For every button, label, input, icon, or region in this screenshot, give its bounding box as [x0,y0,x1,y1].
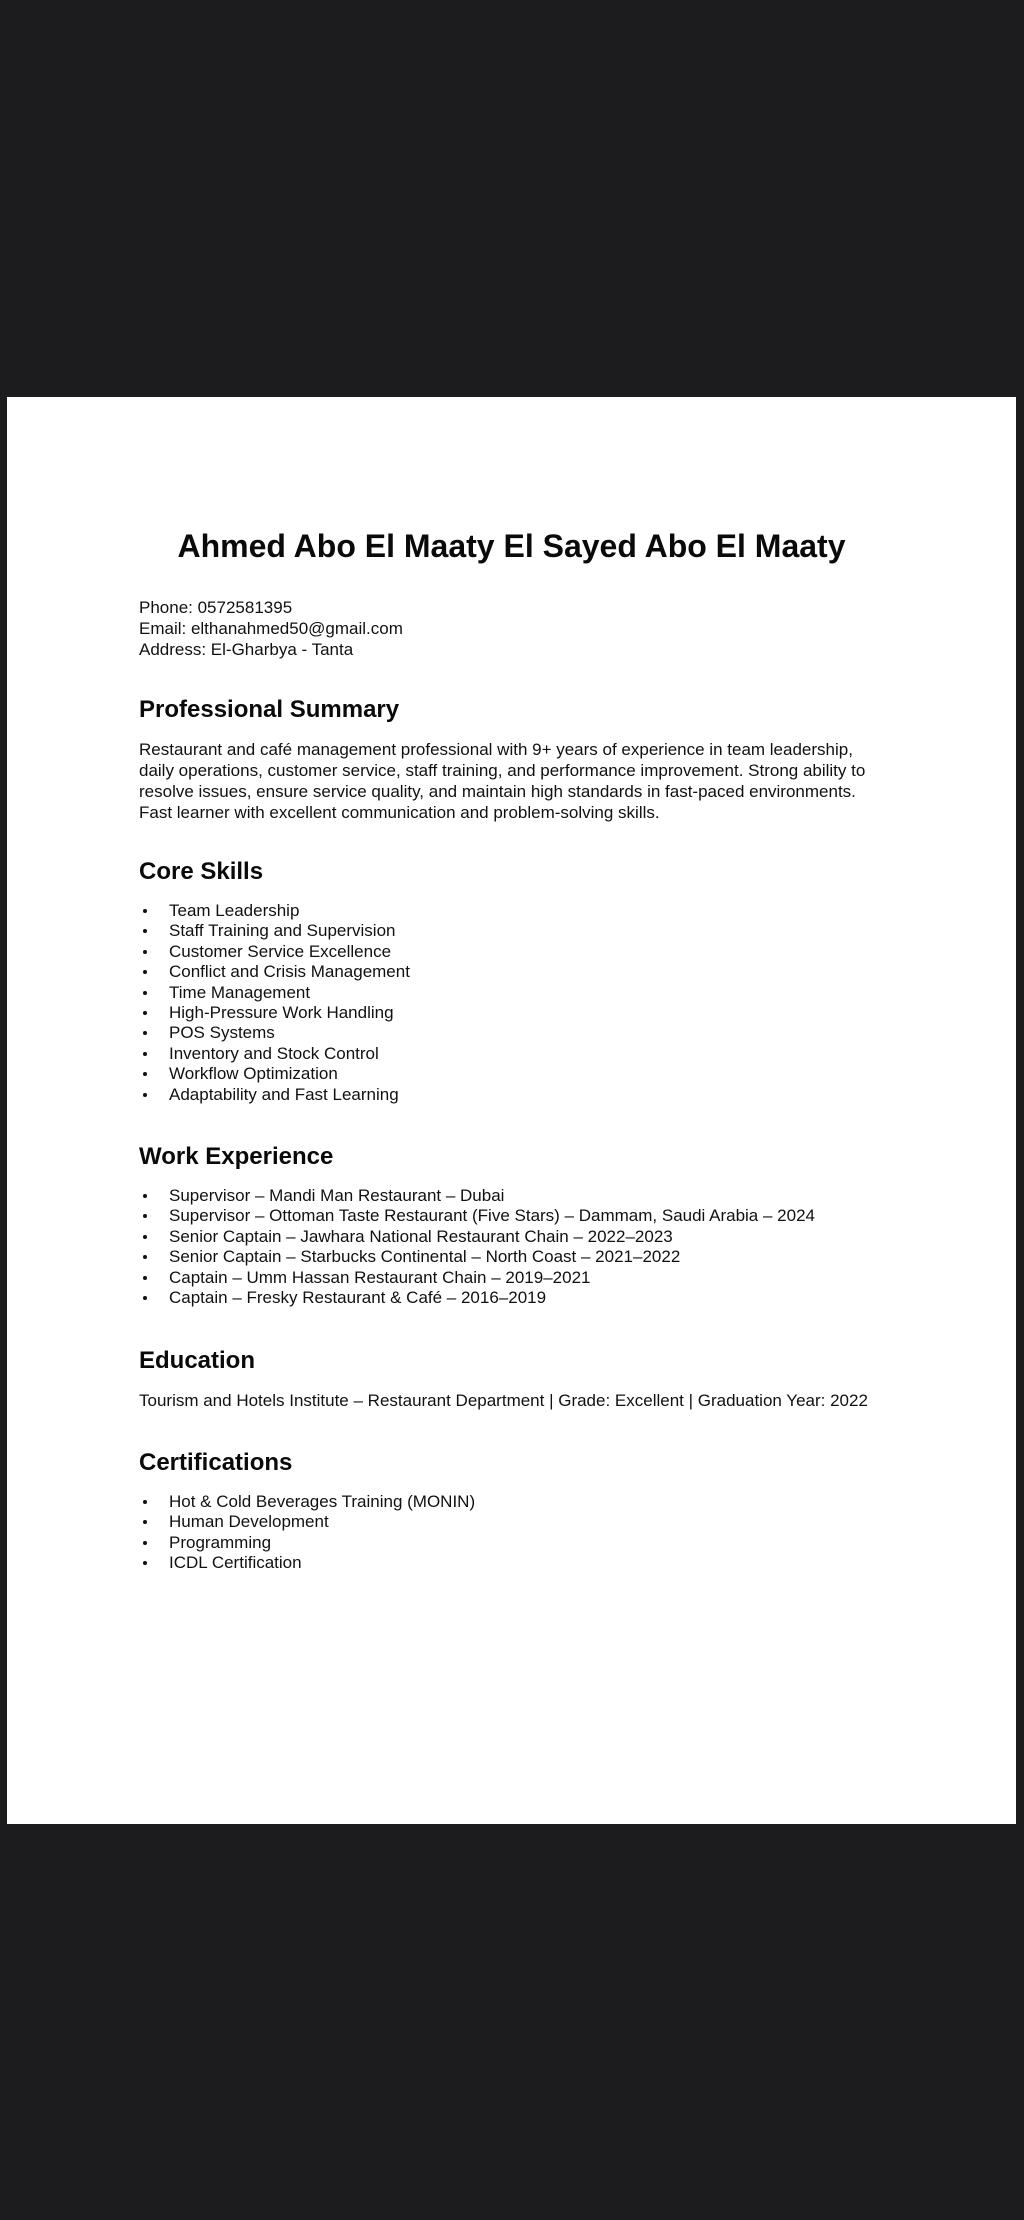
list-item: Customer Service Excellence [139,942,410,962]
bullet-icon [143,1500,147,1504]
list-item: Staff Training and Supervision [139,921,410,941]
list-item: Human Development [139,1512,475,1532]
resume-page [7,397,1016,1824]
experience-list [139,1186,815,1308]
bullet-icon [143,1296,147,1300]
skills-list [139,901,410,1105]
bullet-icon [143,1214,147,1218]
bullet-icon [143,950,147,954]
bullet-icon [143,1011,147,1015]
list-item: Hot & Cold Beverages Training (MONIN) [139,1492,475,1512]
list-item: Time Management [139,983,410,1003]
bullet-icon [143,1276,147,1280]
list-item: Workflow Optimization [139,1064,410,1084]
list-item: Inventory and Stock Control [139,1044,410,1064]
candidate-name: Ahmed Abo El Maaty El Sayed Abo El Maaty [177,528,846,564]
list-item: Supervisor – Ottoman Taste Restaurant (Five Stars) – Dammam, Saudi Arabia – 2024 [139,1206,815,1226]
skills-heading: Core Skills [139,858,264,885]
list-item: Captain – Fresky Restaurant & Café – 2016–2019 [139,1288,815,1308]
experience-heading: Work Experience [139,1143,334,1170]
list-item: Senior Captain – Starbucks Continental – North Coast – 2021–2022 [139,1247,815,1267]
bullet-icon [143,1541,147,1545]
certifications-heading: Certifications [139,1449,293,1476]
contact-email: Email: elthanahmed50@gmail.com [139,619,403,638]
list-item: Captain – Umm Hassan Restaurant Chain – 2019–2021 [139,1268,815,1288]
contact-phone: Phone: 0572581395 [139,598,293,617]
list-item: Conflict and Crisis Management [139,962,410,982]
summary-heading: Professional Summary [139,696,400,723]
list-item: Team Leadership [139,901,410,921]
bullet-icon [143,909,147,913]
list-item: Senior Captain – Jawhara National Restaurant Chain – 2022–2023 [139,1227,815,1247]
list-item: High-Pressure Work Handling [139,1003,410,1023]
bullet-icon [143,1520,147,1524]
bullet-icon [143,1031,147,1035]
bullet-icon [143,1235,147,1239]
list-item: Supervisor – Mandi Man Restaurant – Dubai [139,1186,815,1206]
bullet-icon [143,1255,147,1259]
contact-block [139,597,403,660]
education-heading: Education [139,1347,256,1374]
bullet-icon [143,1052,147,1056]
bullet-icon [143,991,147,995]
list-item: Adaptability and Fast Learning [139,1085,410,1105]
summary-text: Restaurant and café management professional with 9+ years of experience in team leadership, daily operations, customer service, staff training, and performance improvement. Strong ability to resolve issues, ensure service quality, and maintain high standards in fast-paced environments. Fast learner with excellent communication and problem-solving skills. [139,740,866,822]
certifications-list [139,1492,475,1574]
bullet-icon [143,1072,147,1076]
list-item: Programming [139,1533,475,1553]
bullet-icon [143,1561,147,1565]
list-item: POS Systems [139,1023,410,1043]
bullet-icon [143,1093,147,1097]
list-item: ICDL Certification [139,1553,475,1573]
education-text: Tourism and Hotels Institute – Restaurant Department | Grade: Excellent | Graduation Year: 2022 [139,1391,868,1410]
bullet-icon [143,929,147,933]
bullet-icon [143,970,147,974]
bullet-icon [143,1194,147,1198]
contact-address: Address: El-Gharbya - Tanta [139,640,354,659]
